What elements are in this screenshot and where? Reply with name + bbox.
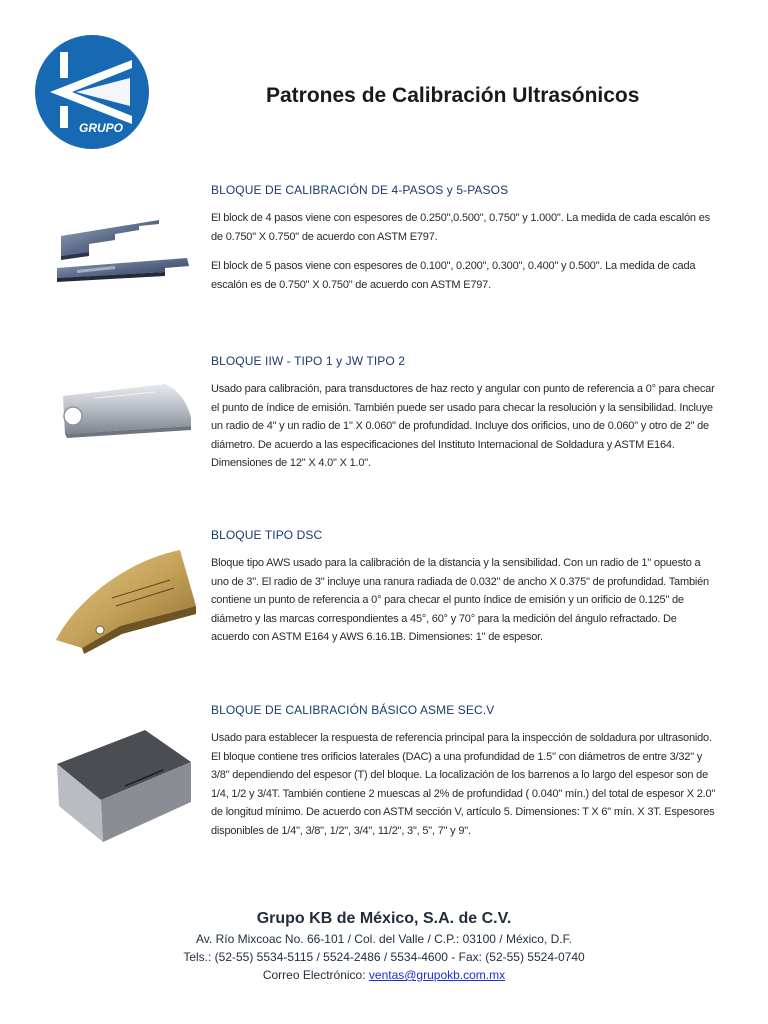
asme-block-image (55, 728, 195, 844)
section-step-blocks (211, 183, 717, 305)
section-heading: BLOQUE TIPO DSC (211, 528, 323, 542)
address: Av. Río Mixcoac No. 66-101 / Col. del Valle / C.P.: 03100 / México, D.F. (196, 932, 572, 946)
section-iiw-block (211, 354, 717, 484)
footer (0, 910, 768, 985)
section-dsc-block (211, 528, 717, 658)
email-label: Correo Electrónico: (262, 968, 369, 982)
section-paragraph: El block de 4 pasos viene con espesores de 0.250",0.500", 0.750" y 1.000". La medida de cada escalón es de 0.750" X 0.750" de acuerdo con ASTM E797. (211, 212, 710, 243)
step-block-image (55, 212, 195, 284)
section-heading: BLOQUE DE CALIBRACIÓN DE 4-PASOS y 5-PASOS (211, 183, 509, 197)
section-heading: BLOQUE DE CALIBRACIÓN BÁSICO ASME SEC.V (211, 703, 495, 717)
section-paragraph: Usado para establecer la respuesta de referencia principal para la inspección de soldadura por ultrasonido. El bloque contiene tres orificios laterales (DAC) a una profundidad de 1.5" con diámetros de entre 3/32" y 3/8" dependiendo del espesor (T) del bloque. La localización de los barrenos a lo largo del espesor son de 1/4, 1/2 y 3/4T. También contiene 2 muescas al 2% de profundidad ( 0.040" mín.) del total de espesor X 2.0" de longitud mínimo. De acuerdo con ASTM sección V, artículo 5. Dimensiones: T X 6" mín. X 3T. Espesores disponibles de 1/4", 3/8", 1/2", 3/4", 11/2", 3", 5", 7" y 9". (211, 732, 716, 837)
phone-numbers: Tels.: (52-55) 5534-5115 / 5524-2486 / 5534-4600 - Fax: (52-55) 5524-0740 (183, 950, 585, 964)
section-paragraph: Bloque tipo AWS usado para la calibración de la distancia y la sensibilidad. Con un radio de 1" opuesto a uno de 3". El radio de 3" incluye una ranura radiada de 0.032" de ancho X 0.375" de profundidad. También contiene un punto de referencia a 0° para checar el punto índice de emisión y un orificio de 0.125" de diámetro y las marcas correspondientes a 45°, 60° y 70° para la medición del ángulo refractado. De acuerdo con ASTM E164 y AWS 6.16.1B. Dimensiones: 1" de espesor. (211, 557, 709, 644)
section-asme-block (211, 703, 717, 852)
iiw-block-image (55, 378, 195, 440)
section-heading: BLOQUE IIW - TIPO 1 y JW TIPO 2 (211, 354, 406, 368)
grupo-kb-logo (34, 34, 150, 150)
email-link[interactable]: ventas@grupokb.com.mx (368, 968, 506, 982)
logo-text: GRUPO (79, 121, 124, 135)
section-paragraph: Usado para calibración, para transductores de haz recto y angular con punto de referencia a 0° para checar el punto de índice de emisión. También puede ser usado para checar la resolución y la sensibilidad. Incluye un radio de 4" y un radio de 1" X 0.060" de profundidad. Incluye dos orificios, uno de 0.060" y otro de 2" de diámetro. De acuerdo a las especificaciones del Instituto Internacional de Soldadura y ASTM E164. Dimensiones de 12" X 4.0" X 1.0". (211, 383, 715, 470)
section-paragraph: El block de 5 pasos viene con espesores de 0.100", 0.200", 0.300", 0.400" y 0.500". La medida de cada escalón es de 0.750" X 0.750" de acuerdo con ASTM E797. (211, 260, 696, 291)
email-line (0, 967, 768, 983)
dsc-block-image (52, 544, 200, 656)
company-name: Grupo KB de México, S.A. de C.V. (256, 910, 512, 927)
page-title: Patrones de Calibración Ultrasónicos (266, 84, 640, 107)
